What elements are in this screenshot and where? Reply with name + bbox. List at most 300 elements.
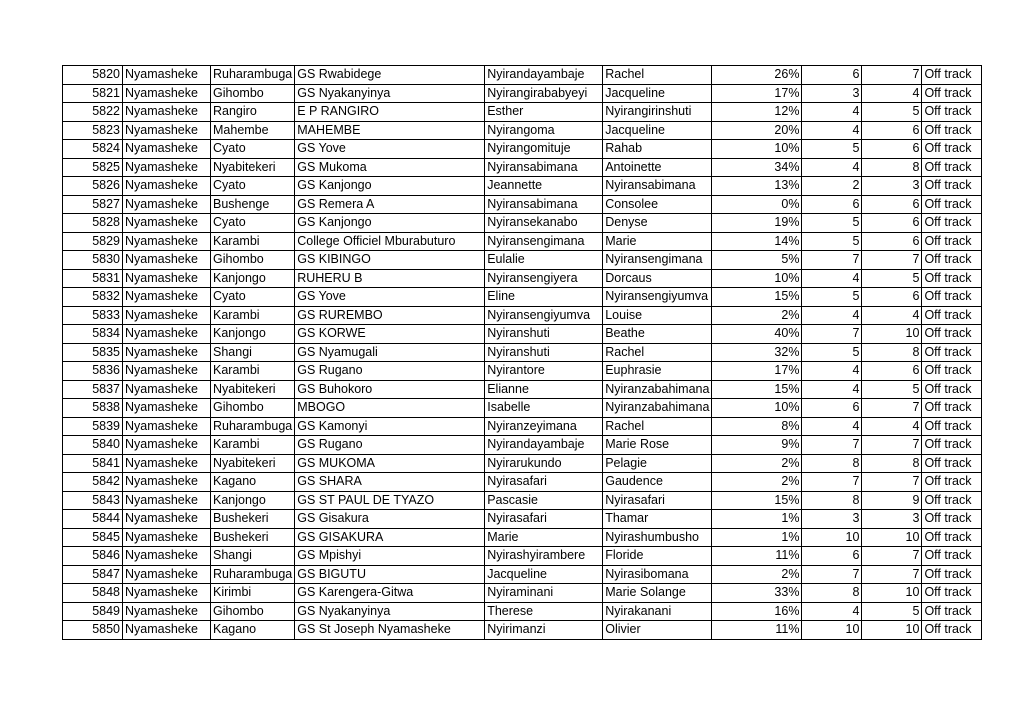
count-b-cell: 5: [862, 103, 922, 122]
percent-cell: 5%: [712, 251, 802, 270]
status-cell: Off track: [922, 84, 982, 103]
percent-cell: 17%: [712, 362, 802, 381]
school-cell: GS Yove: [295, 140, 485, 159]
row-id: 5834: [63, 325, 123, 344]
table-row: [63, 269, 982, 288]
row-id: 5846: [63, 547, 123, 566]
count-a-cell: 4: [802, 380, 862, 399]
percent-cell: 10%: [712, 140, 802, 159]
district-cell: Nyamasheke: [123, 195, 211, 214]
last-name-cell: Eline: [485, 288, 603, 307]
status-cell: Off track: [922, 473, 982, 492]
last-name-cell: Nyiransabimana: [485, 158, 603, 177]
row-id: 5850: [63, 621, 123, 640]
count-a-cell: 4: [802, 306, 862, 325]
district-cell: Nyamasheke: [123, 121, 211, 140]
last-name-cell: Nyirasafari: [485, 510, 603, 529]
percent-cell: 40%: [712, 325, 802, 344]
count-a-cell: 8: [802, 454, 862, 473]
table-row: [63, 121, 982, 140]
percent-cell: 34%: [712, 158, 802, 177]
row-id: 5847: [63, 565, 123, 584]
school-cell: GS Mukoma: [295, 158, 485, 177]
district-cell: Nyamasheke: [123, 510, 211, 529]
table-row: [63, 547, 982, 566]
sector-cell: Gihombo: [211, 602, 295, 621]
count-b-cell: 10: [862, 621, 922, 640]
table-row: [63, 417, 982, 436]
district-cell: Nyamasheke: [123, 547, 211, 566]
status-cell: Off track: [922, 565, 982, 584]
percent-cell: 2%: [712, 473, 802, 492]
row-id: 5849: [63, 602, 123, 621]
first-name-cell: Louise: [603, 306, 712, 325]
school-cell: GS Buhokoro: [295, 380, 485, 399]
row-id: 5831: [63, 269, 123, 288]
percent-cell: 2%: [712, 565, 802, 584]
count-b-cell: 6: [862, 288, 922, 307]
sector-cell: Ruharambuga: [211, 565, 295, 584]
row-id: 5820: [63, 66, 123, 85]
district-cell: Nyamasheke: [123, 84, 211, 103]
sector-cell: Cyato: [211, 288, 295, 307]
district-cell: Nyamasheke: [123, 399, 211, 418]
row-id: 5840: [63, 436, 123, 455]
last-name-cell: Jeannette: [485, 177, 603, 196]
count-b-cell: 7: [862, 547, 922, 566]
sector-cell: Cyato: [211, 177, 295, 196]
table-row: [63, 158, 982, 177]
row-id: 5826: [63, 177, 123, 196]
last-name-cell: Nyiransengiyumva: [485, 306, 603, 325]
count-a-cell: 7: [802, 473, 862, 492]
row-id: 5821: [63, 84, 123, 103]
last-name-cell: Nyirangomituje: [485, 140, 603, 159]
table-row: [63, 565, 982, 584]
last-name-cell: Nyiransabimana: [485, 195, 603, 214]
count-a-cell: 5: [802, 140, 862, 159]
first-name-cell: Gaudence: [603, 473, 712, 492]
status-cell: Off track: [922, 602, 982, 621]
table-row: [63, 510, 982, 529]
count-b-cell: 7: [862, 251, 922, 270]
first-name-cell: Nyirasibomana: [603, 565, 712, 584]
table-row: [63, 195, 982, 214]
first-name-cell: Denyse: [603, 214, 712, 233]
count-b-cell: 6: [862, 362, 922, 381]
table-row: [63, 380, 982, 399]
count-b-cell: 4: [862, 84, 922, 103]
status-cell: Off track: [922, 417, 982, 436]
sector-cell: Bushekeri: [211, 528, 295, 547]
count-b-cell: 7: [862, 399, 922, 418]
first-name-cell: Floride: [603, 547, 712, 566]
last-name-cell: Nyirantore: [485, 362, 603, 381]
data-table: [62, 65, 982, 640]
count-a-cell: 4: [802, 121, 862, 140]
status-cell: Off track: [922, 140, 982, 159]
first-name-cell: Rachel: [603, 417, 712, 436]
count-b-cell: 4: [862, 417, 922, 436]
school-cell: GS Nyamugali: [295, 343, 485, 362]
district-cell: Nyamasheke: [123, 362, 211, 381]
count-b-cell: 7: [862, 473, 922, 492]
status-cell: Off track: [922, 584, 982, 603]
last-name-cell: Nyirimanzi: [485, 621, 603, 640]
count-a-cell: 8: [802, 491, 862, 510]
sector-cell: Cyato: [211, 214, 295, 233]
school-cell: College Officiel Mburabuturo: [295, 232, 485, 251]
sector-cell: Shangi: [211, 547, 295, 566]
school-cell: GS Yove: [295, 288, 485, 307]
status-cell: Off track: [922, 399, 982, 418]
first-name-cell: Rachel: [603, 66, 712, 85]
percent-cell: 14%: [712, 232, 802, 251]
school-cell: GS Rugano: [295, 362, 485, 381]
school-cell: GS Kanjongo: [295, 177, 485, 196]
count-a-cell: 7: [802, 436, 862, 455]
last-name-cell: Nyirasafari: [485, 473, 603, 492]
school-cell: MAHEMBE: [295, 121, 485, 140]
count-b-cell: 4: [862, 306, 922, 325]
table-row: [63, 325, 982, 344]
last-name-cell: Nyiranzeyimana: [485, 417, 603, 436]
row-id: 5844: [63, 510, 123, 529]
table-row: [63, 436, 982, 455]
district-cell: Nyamasheke: [123, 584, 211, 603]
first-name-cell: Nyirangirinshuti: [603, 103, 712, 122]
status-cell: Off track: [922, 158, 982, 177]
last-name-cell: Nyiranshuti: [485, 325, 603, 344]
count-a-cell: 4: [802, 362, 862, 381]
row-id: 5848: [63, 584, 123, 603]
last-name-cell: Nyiraminani: [485, 584, 603, 603]
district-cell: Nyamasheke: [123, 103, 211, 122]
first-name-cell: Consolee: [603, 195, 712, 214]
row-id: 5828: [63, 214, 123, 233]
first-name-cell: Jacqueline: [603, 121, 712, 140]
district-cell: Nyamasheke: [123, 528, 211, 547]
sector-cell: Nyabitekeri: [211, 380, 295, 399]
table-row: [63, 343, 982, 362]
sector-cell: Ruharambuga: [211, 66, 295, 85]
count-a-cell: 3: [802, 510, 862, 529]
percent-cell: 0%: [712, 195, 802, 214]
sector-cell: Kagano: [211, 621, 295, 640]
district-cell: Nyamasheke: [123, 214, 211, 233]
first-name-cell: Marie Rose: [603, 436, 712, 455]
count-a-cell: 7: [802, 251, 862, 270]
last-name-cell: Isabelle: [485, 399, 603, 418]
last-name-cell: Nyiransengimana: [485, 232, 603, 251]
last-name-cell: Nyiransekanabo: [485, 214, 603, 233]
count-a-cell: 8: [802, 584, 862, 603]
percent-cell: 2%: [712, 306, 802, 325]
count-b-cell: 7: [862, 565, 922, 584]
district-cell: Nyamasheke: [123, 436, 211, 455]
percent-cell: 32%: [712, 343, 802, 362]
count-b-cell: 7: [862, 66, 922, 85]
row-id: 5838: [63, 399, 123, 418]
district-cell: Nyamasheke: [123, 565, 211, 584]
sector-cell: Kanjongo: [211, 491, 295, 510]
first-name-cell: Antoinette: [603, 158, 712, 177]
sector-cell: Gihombo: [211, 251, 295, 270]
percent-cell: 11%: [712, 621, 802, 640]
count-a-cell: 4: [802, 417, 862, 436]
count-b-cell: 8: [862, 343, 922, 362]
count-a-cell: 6: [802, 195, 862, 214]
table-row: [63, 306, 982, 325]
row-id: 5835: [63, 343, 123, 362]
first-name-cell: Rahab: [603, 140, 712, 159]
last-name-cell: Therese: [485, 602, 603, 621]
school-cell: GS Gisakura: [295, 510, 485, 529]
count-b-cell: 7: [862, 436, 922, 455]
first-name-cell: Dorcaus: [603, 269, 712, 288]
table-row: [63, 251, 982, 270]
table-row: [63, 140, 982, 159]
district-cell: Nyamasheke: [123, 269, 211, 288]
percent-cell: 1%: [712, 528, 802, 547]
count-b-cell: 5: [862, 269, 922, 288]
count-b-cell: 9: [862, 491, 922, 510]
school-cell: GS Rugano: [295, 436, 485, 455]
school-cell: GS RUREMBO: [295, 306, 485, 325]
school-cell: GS Kamonyi: [295, 417, 485, 436]
sector-cell: Karambi: [211, 306, 295, 325]
count-a-cell: 4: [802, 269, 862, 288]
percent-cell: 15%: [712, 380, 802, 399]
first-name-cell: Nyirasafari: [603, 491, 712, 510]
row-id: 5830: [63, 251, 123, 270]
last-name-cell: Eulalie: [485, 251, 603, 270]
district-cell: Nyamasheke: [123, 491, 211, 510]
last-name-cell: Nyiranshuti: [485, 343, 603, 362]
sector-cell: Nyabitekeri: [211, 158, 295, 177]
district-cell: Nyamasheke: [123, 288, 211, 307]
first-name-cell: Olivier: [603, 621, 712, 640]
school-cell: GS Remera A: [295, 195, 485, 214]
row-id: 5839: [63, 417, 123, 436]
status-cell: Off track: [922, 66, 982, 85]
table-row: [63, 214, 982, 233]
count-b-cell: 8: [862, 454, 922, 473]
status-cell: Off track: [922, 121, 982, 140]
district-cell: Nyamasheke: [123, 417, 211, 436]
percent-cell: 19%: [712, 214, 802, 233]
first-name-cell: Marie Solange: [603, 584, 712, 603]
status-cell: Off track: [922, 528, 982, 547]
status-cell: Off track: [922, 232, 982, 251]
school-cell: GS KIBINGO: [295, 251, 485, 270]
percent-cell: 15%: [712, 491, 802, 510]
school-cell: GS Nyakanyinya: [295, 84, 485, 103]
school-cell: GS GISAKURA: [295, 528, 485, 547]
table-body: [63, 66, 982, 640]
school-cell: GS St Joseph Nyamasheke: [295, 621, 485, 640]
district-cell: Nyamasheke: [123, 621, 211, 640]
row-id: 5824: [63, 140, 123, 159]
row-id: 5829: [63, 232, 123, 251]
district-cell: Nyamasheke: [123, 325, 211, 344]
district-cell: Nyamasheke: [123, 158, 211, 177]
last-name-cell: Nyirashyirambere: [485, 547, 603, 566]
school-cell: GS MUKOMA: [295, 454, 485, 473]
sector-cell: Kirimbi: [211, 584, 295, 603]
last-name-cell: Marie: [485, 528, 603, 547]
district-cell: Nyamasheke: [123, 140, 211, 159]
district-cell: Nyamasheke: [123, 602, 211, 621]
status-cell: Off track: [922, 325, 982, 344]
last-name-cell: Esther: [485, 103, 603, 122]
sector-cell: Bushenge: [211, 195, 295, 214]
sector-cell: Karambi: [211, 436, 295, 455]
first-name-cell: Euphrasie: [603, 362, 712, 381]
count-b-cell: 5: [862, 380, 922, 399]
sector-cell: Mahembe: [211, 121, 295, 140]
district-cell: Nyamasheke: [123, 66, 211, 85]
row-id: 5845: [63, 528, 123, 547]
count-b-cell: 3: [862, 510, 922, 529]
count-a-cell: 10: [802, 621, 862, 640]
status-cell: Off track: [922, 621, 982, 640]
district-cell: Nyamasheke: [123, 177, 211, 196]
school-cell: GS KORWE: [295, 325, 485, 344]
first-name-cell: Beathe: [603, 325, 712, 344]
last-name-cell: Elianne: [485, 380, 603, 399]
row-id: 5836: [63, 362, 123, 381]
last-name-cell: Nyirangirababyeyi: [485, 84, 603, 103]
status-cell: Off track: [922, 380, 982, 399]
percent-cell: 10%: [712, 269, 802, 288]
status-cell: Off track: [922, 177, 982, 196]
school-cell: GS Rwabidege: [295, 66, 485, 85]
count-b-cell: 6: [862, 121, 922, 140]
count-a-cell: 6: [802, 66, 862, 85]
status-cell: Off track: [922, 510, 982, 529]
first-name-cell: Thamar: [603, 510, 712, 529]
table-row: [63, 362, 982, 381]
school-cell: GS Karengera-Gitwa: [295, 584, 485, 603]
sector-cell: Kagano: [211, 473, 295, 492]
status-cell: Off track: [922, 195, 982, 214]
count-a-cell: 5: [802, 214, 862, 233]
first-name-cell: Nyiranzabahimana: [603, 399, 712, 418]
percent-cell: 20%: [712, 121, 802, 140]
sector-cell: Karambi: [211, 232, 295, 251]
first-name-cell: Nyiransabimana: [603, 177, 712, 196]
table-row: [63, 399, 982, 418]
district-cell: Nyamasheke: [123, 380, 211, 399]
count-a-cell: 4: [802, 602, 862, 621]
count-b-cell: 6: [862, 232, 922, 251]
last-name-cell: Nyirangoma: [485, 121, 603, 140]
count-b-cell: 10: [862, 325, 922, 344]
count-a-cell: 6: [802, 399, 862, 418]
first-name-cell: Nyirashumbusho: [603, 528, 712, 547]
count-b-cell: 6: [862, 195, 922, 214]
count-b-cell: 10: [862, 584, 922, 603]
table-row: [63, 66, 982, 85]
percent-cell: 33%: [712, 584, 802, 603]
status-cell: Off track: [922, 362, 982, 381]
row-id: 5822: [63, 103, 123, 122]
school-cell: RUHERU B: [295, 269, 485, 288]
status-cell: Off track: [922, 547, 982, 566]
first-name-cell: Nyiransengiyumva: [603, 288, 712, 307]
district-cell: Nyamasheke: [123, 473, 211, 492]
status-cell: Off track: [922, 343, 982, 362]
sector-cell: Kanjongo: [211, 325, 295, 344]
school-cell: GS Kanjongo: [295, 214, 485, 233]
last-name-cell: Nyiransengiyera: [485, 269, 603, 288]
table-row: [63, 177, 982, 196]
school-cell: MBOGO: [295, 399, 485, 418]
count-a-cell: 4: [802, 103, 862, 122]
count-b-cell: 3: [862, 177, 922, 196]
percent-cell: 9%: [712, 436, 802, 455]
status-cell: Off track: [922, 454, 982, 473]
count-a-cell: 4: [802, 158, 862, 177]
table-row: [63, 103, 982, 122]
status-cell: Off track: [922, 103, 982, 122]
district-cell: Nyamasheke: [123, 454, 211, 473]
sector-cell: Cyato: [211, 140, 295, 159]
school-cell: GS Mpishyi: [295, 547, 485, 566]
row-id: 5843: [63, 491, 123, 510]
school-cell: GS BIGUTU: [295, 565, 485, 584]
table-row: [63, 584, 982, 603]
row-id: 5832: [63, 288, 123, 307]
status-cell: Off track: [922, 306, 982, 325]
table-row: [63, 84, 982, 103]
last-name-cell: Nyirandayambaje: [485, 66, 603, 85]
sector-cell: Bushekeri: [211, 510, 295, 529]
percent-cell: 1%: [712, 510, 802, 529]
row-id: 5833: [63, 306, 123, 325]
school-cell: GS Nyakanyinya: [295, 602, 485, 621]
first-name-cell: Pelagie: [603, 454, 712, 473]
row-id: 5842: [63, 473, 123, 492]
count-a-cell: 10: [802, 528, 862, 547]
last-name-cell: Nyirarukundo: [485, 454, 603, 473]
sector-cell: Karambi: [211, 362, 295, 381]
sector-cell: Rangiro: [211, 103, 295, 122]
percent-cell: 26%: [712, 66, 802, 85]
count-a-cell: 5: [802, 288, 862, 307]
count-b-cell: 10: [862, 528, 922, 547]
count-a-cell: 3: [802, 84, 862, 103]
status-cell: Off track: [922, 491, 982, 510]
sector-cell: Kanjongo: [211, 269, 295, 288]
row-id: 5825: [63, 158, 123, 177]
percent-cell: 13%: [712, 177, 802, 196]
percent-cell: 16%: [712, 602, 802, 621]
count-a-cell: 6: [802, 547, 862, 566]
percent-cell: 17%: [712, 84, 802, 103]
table-row: [63, 454, 982, 473]
table-row: [63, 491, 982, 510]
percent-cell: 10%: [712, 399, 802, 418]
row-id: 5841: [63, 454, 123, 473]
sector-cell: Ruharambuga: [211, 417, 295, 436]
percent-cell: 11%: [712, 547, 802, 566]
status-cell: Off track: [922, 269, 982, 288]
status-cell: Off track: [922, 214, 982, 233]
count-a-cell: 2: [802, 177, 862, 196]
count-b-cell: 8: [862, 158, 922, 177]
